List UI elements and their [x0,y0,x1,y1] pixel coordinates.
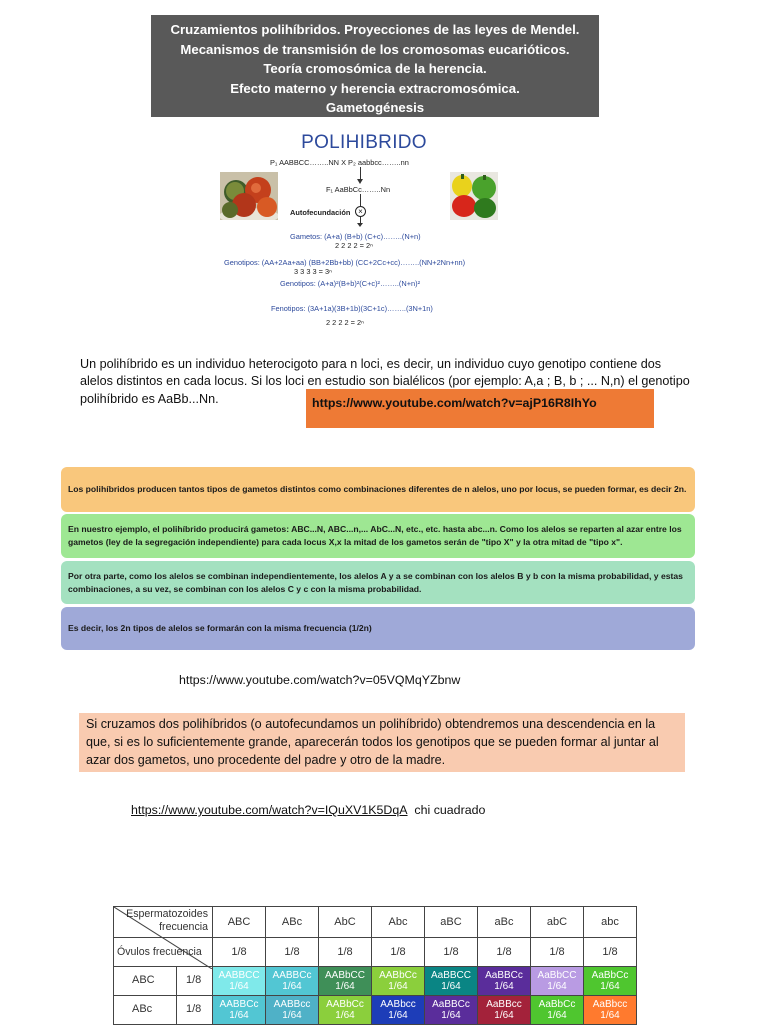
table-corner-top [114,907,213,938]
genotype-freq: 1/64 [600,981,620,992]
table-freq: 1/8 [478,938,531,967]
title-line: Mecanismos de transmisión de los cromosomas eucarióticos. [180,41,570,57]
genotype-freq: 1/64 [229,1010,249,1021]
genotype-freq: 1/64 [600,1010,620,1021]
table-freq: 1/8 [213,938,266,967]
self-fertilization-label: Autofecundación [290,208,351,217]
genotype-label: AABBCc [219,999,259,1010]
genotype-freq: 1/64 [441,981,461,992]
youtube-link-3-row [131,803,485,817]
corner-ovule-label: Óvulos frecuencia [114,938,213,967]
arrow-head-icon [357,223,363,227]
table-header: ABC [213,907,266,938]
info-box-text: Los polihíbridos producen tantos tipos de gametos distintos como combinaciones diferentes de n alelos, uno por locus, se pueden formar, es decir 2n. [68,484,687,495]
genotype-label: AABbCc [379,970,417,981]
genotype-freq: 1/64 [388,981,408,992]
table-header: AbC [319,907,372,938]
genotype-cell [531,967,584,996]
genotype-cell [531,996,584,1025]
genotype-cell [266,996,319,1025]
genotype-freq: 1/64 [229,981,249,992]
table-header: aBC [425,907,478,938]
genotype-label: AABbCC [324,970,365,981]
genotype-freq: 1/64 [494,981,514,992]
table-freq: 1/8 [584,938,637,967]
info-box-example [61,514,695,558]
peppers-image [450,172,498,220]
genotype-label: AABBCC [218,970,260,981]
table-freq: 1/8 [372,938,425,967]
info-box-independence [61,561,695,604]
info-box-text: Es decir, los 2n tipos de alelos se formarán con la misma frecuencia (1/2n) [68,623,372,634]
table-row [114,967,637,996]
genotype-label: AaBBCC [430,970,471,981]
genotype-cell [584,996,637,1025]
title-line: Gametogénesis [325,100,425,115]
table-header: abC [531,907,584,938]
table-freq: 1/8 [425,938,478,967]
row-divider [176,996,177,1024]
genotype-label: AABBcc [273,999,311,1010]
youtube-link-1[interactable]: https://www.youtube.com/watch?v=ajP16R8IhYo [306,389,654,428]
corner-sperm-label: Espermatozoides frecuencia [126,908,208,933]
genotype-cell [584,967,637,996]
genotype-cell [372,967,425,996]
genotipos-line: Genotipos: (AA+2Aa+aa) (BB+2Bb+bb) (CC+2Cc+cc)……..(NN+2Nn+nn) [224,258,466,267]
youtube-link-2[interactable]: https://www.youtube.com/watch?v=05VQMqYZbnw [179,673,461,687]
info-box-text: Por otra parte, como los alelos se combinan independientemente, los alelos A y a se combinan con los alelos B y b con la misma probabilidad, y estas combinaciones, a su vez, se combinan con los alelos C y c con la misma probabilidad. [68,570,683,594]
fenotipos-counts: 2 2 2 2 = 2ⁿ [326,318,364,327]
genotype-cell [478,996,531,1025]
genotype-freq: 1/64 [335,981,355,992]
genotype-cell [266,967,319,996]
title-banner [151,15,599,117]
polihibrido-figure [216,126,512,344]
row-gamete-cell [114,996,213,1025]
table-freq: 1/8 [266,938,319,967]
title-line: Cruzamientos polihíbridos. Proyecciones de las leyes de Mendel. [170,22,580,37]
genotype-freq: 1/64 [282,1010,302,1021]
genotype-cell [425,967,478,996]
table-freq: 1/8 [319,938,372,967]
f1-line: F₁ AaBbCc……..Nn [326,185,391,194]
row-gamete-cell [114,967,213,996]
genotype-freq: 1/64 [335,1010,355,1021]
row-gamete: ABc [132,1003,153,1015]
row-freq: 1/8 [186,1003,202,1015]
genotype-cell [213,996,266,1025]
genotype-cell [213,967,266,996]
row-gamete: ABC [132,974,155,986]
genotype-freq: 1/64 [547,981,567,992]
table-row [114,996,637,1025]
genotype-cell [478,967,531,996]
genotype-label: AaBBcc [486,999,522,1010]
table-freq: 1/8 [531,938,584,967]
genotype-label: AaBBCc [485,970,523,981]
genotype-cell [372,996,425,1025]
link-3-note: chi cuadrado [414,803,486,817]
punnett-table [113,906,637,1025]
genotype-label: AaBbCC [537,970,577,981]
table-header: Abc [372,907,425,938]
genotype-label: AABbCc [326,999,364,1010]
genotype-label: AaBbCc [538,999,576,1010]
arrow-head-icon [357,179,363,184]
parental-line: P₁ AABBCC……..NN X P₂ aabbcc……..nn [270,158,409,167]
gametos-line [290,232,421,241]
table-header: abc [584,907,637,938]
info-box-gametes [61,467,695,512]
genotype-freq: 1/64 [547,1010,567,1021]
row-freq: 1/8 [186,974,202,986]
genotype-freq: 1/64 [494,1010,514,1021]
row-divider [176,967,177,995]
genotype-cell [319,996,372,1025]
genotype-label: AABbcc [380,999,416,1010]
tomatoes-image [220,172,278,220]
info-box-text: En nuestro ejemplo, el polihíbrido producirá gametos: ABC...N, ABC...n,... AbC...N, etc., etc. hasta abc...n. Como los alelos se reparten al azar entre los gametos (ley de la segregación independiente) para cada locus X,x la mitad de los gametos serán de "tipo X" y la otra mitad de "tipo x". [68,524,682,547]
gametos-text: Gametos: (A+a) (B+b) (C+c)……..(N+n) [290,232,421,241]
title-line: Efecto materno y herencia extracromosómica. [230,80,520,96]
cross-circle-icon: × [355,206,366,217]
genotipos-squared-line: Genotipos: (A+a)²(B+b)²(C+c)²……..(N+n)² [280,279,421,288]
genotype-label: AaBBCc [432,999,470,1010]
title-line: Teoría cromosómica de la herencia. [263,61,487,76]
info-box-frequency [61,607,695,650]
figure-heading: POLIHIBRIDO [301,132,427,153]
fenotipos-line: Fenotipos: (3A+1a)(3B+1b)(3C+1c)……..(3N+1n) [271,304,433,313]
genotype-label: AABBCc [272,970,312,981]
genotype-cell [319,967,372,996]
punnett-body [114,967,637,1025]
polihibrido-definition: Un polihíbrido es un individuo heterocigoto para n loci, es decir, un individuo cuyo genotipo contiene dos alelos distintos en cada locus. Si los loci en estudio son bialélicos (por ejemplo: A,a ; B, b ; ... N,n) el genotipo polihíbrido es AaBb...Nn. [80,357,690,406]
genotype-label: AaBbcc [592,999,628,1010]
genotipos-counts: 3 3 3 3 = 3ⁿ [294,267,332,276]
genotype-freq: 1/64 [388,1010,408,1021]
gametos-counts: 2 2 2 2 = 2ⁿ [335,241,373,250]
cross-explanation: Si cruzamos dos polihíbridos (o autofecundamos un polihíbrido) obtendremos una descendencia en la que, si es lo suficientemente grande, aparecerán todos los genotipos que se pueden formar al juntar al azar dos gametos, uno procedente del padre y otro de la madre. [79,713,685,772]
genotype-label: AaBbCc [591,970,629,981]
table-header: aBc [478,907,531,938]
genotype-cell [425,996,478,1025]
genotype-freq: 1/64 [282,981,302,992]
table-header: ABc [266,907,319,938]
genotype-freq: 1/64 [441,1010,461,1021]
youtube-link-3[interactable]: https://www.youtube.com/watch?v=IQuXV1K5DqA [131,803,408,817]
arrow-line [360,194,361,206]
